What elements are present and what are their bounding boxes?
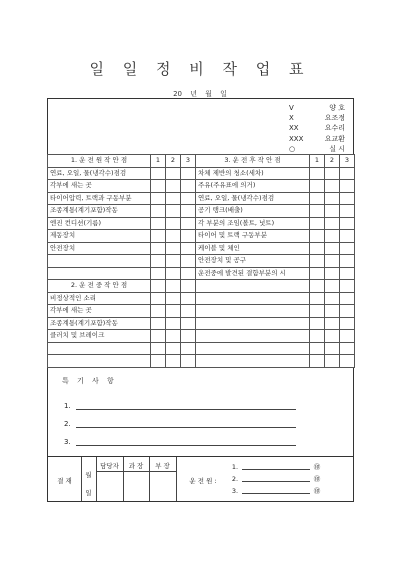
check-item: 조종계통(계기포함)작동: [48, 205, 151, 218]
check-item: 안전장치: [48, 242, 151, 255]
operator-signature-line[interactable]: [242, 493, 310, 494]
legend-item: XX 요수리: [289, 124, 345, 133]
table-row: [48, 317, 355, 330]
operator-line-number: 3.: [231, 487, 239, 495]
table-row: [48, 355, 355, 368]
approval-section: [47, 456, 354, 502]
legend-item: V 양 호: [289, 104, 345, 112]
check-item: 연료, 오일, 물(냉각수)점검: [48, 167, 151, 180]
table-row: [48, 292, 355, 305]
table-header-row: 1. 운 전 원 작 안 점 1 2 3 3. 운 전 후 작 안 점 1 2 3: [48, 155, 355, 168]
check-item: 클러치 및 브레이크: [48, 330, 151, 343]
remarks-section: [47, 368, 354, 457]
check-item: 타이어압력, 트랙과 구동부분: [48, 192, 151, 205]
legend: [289, 103, 345, 154]
table-row: [48, 342, 355, 355]
check-item: 안전장치 및 공구: [196, 255, 310, 268]
remarks-line[interactable]: [76, 427, 296, 428]
table-row: [48, 330, 355, 343]
operator-signature-line[interactable]: [242, 481, 310, 482]
operator-signature-line[interactable]: [242, 469, 310, 470]
check-item: 차체 제반의 청소(세차): [196, 167, 310, 180]
table-row: [48, 242, 355, 255]
seal-icon: ㊞: [313, 487, 321, 495]
table-row: [48, 180, 355, 193]
checklist-table: [47, 154, 355, 368]
check-item: 조종계통(계기포함)작동: [48, 317, 151, 330]
table-row: [48, 167, 355, 180]
check-item: 제동장치: [48, 230, 151, 243]
remarks-label: 특 기 사 항: [62, 377, 117, 385]
legend-item: X 요조정: [289, 114, 345, 123]
day-label: 일: [85, 489, 92, 497]
check-item: 각 부분의 조임(볼트, 넛트): [196, 217, 310, 230]
date-line: 20 년 월 일: [173, 90, 227, 98]
section3-header: 3. 운 전 후 작 안 점: [196, 155, 310, 168]
remarks-line-number: 2.: [64, 420, 71, 428]
table-row: [48, 280, 355, 293]
check-item: 타이어 및 트랙 구동부분: [196, 230, 310, 243]
table-row: [48, 217, 355, 230]
check-item: 각부에 새는 곳: [48, 180, 151, 193]
seal-icon: ㊞: [313, 463, 321, 471]
check-item: 공기 탱크(배출): [196, 205, 310, 218]
form-title: 일 일 정 비 작 업 표: [89, 60, 311, 78]
operator-line-number: 1.: [231, 463, 239, 471]
approval-label: 결 재: [57, 477, 72, 485]
operator-line-number: 2.: [231, 475, 239, 483]
section1-header: 1. 운 전 원 작 안 점: [48, 155, 151, 168]
remarks-line-number: 3.: [64, 438, 71, 446]
check-item: 엔진 컨디션(기름): [48, 217, 151, 230]
remarks-line[interactable]: [76, 445, 296, 446]
operator-label: 운 전 원 :: [189, 477, 217, 485]
check-item: 비정상적인 소리: [48, 292, 151, 305]
table-row: [48, 255, 355, 268]
role-section-chief: 과 장: [128, 462, 144, 470]
check-item: 케이블 및 체인: [196, 242, 310, 255]
check-item: 운전중에 발견된 결함부분의 시: [196, 267, 310, 280]
legend-item: ○ 실 시: [289, 144, 345, 153]
remarks-line[interactable]: [76, 409, 296, 410]
month-label: 월: [85, 471, 92, 479]
table-row: [48, 230, 355, 243]
role-manager: 담당자: [100, 462, 119, 470]
legend-item: XXX 요교환: [289, 134, 345, 143]
section2-header: 2. 운 전 중 작 안 점: [48, 280, 151, 293]
table-row: [48, 305, 355, 318]
table-row: [48, 205, 355, 218]
check-item: 주유(주유표에 의거): [196, 180, 310, 193]
table-row: [48, 267, 355, 280]
table-row: [48, 192, 355, 205]
check-item: 각부에 새는 곳: [48, 305, 151, 318]
check-item: 연료, 오일, 물(냉각수)점검: [196, 192, 310, 205]
remarks-line-number: 1.: [64, 402, 71, 410]
seal-icon: ㊞: [313, 475, 321, 483]
role-director: 부 장: [155, 462, 170, 470]
